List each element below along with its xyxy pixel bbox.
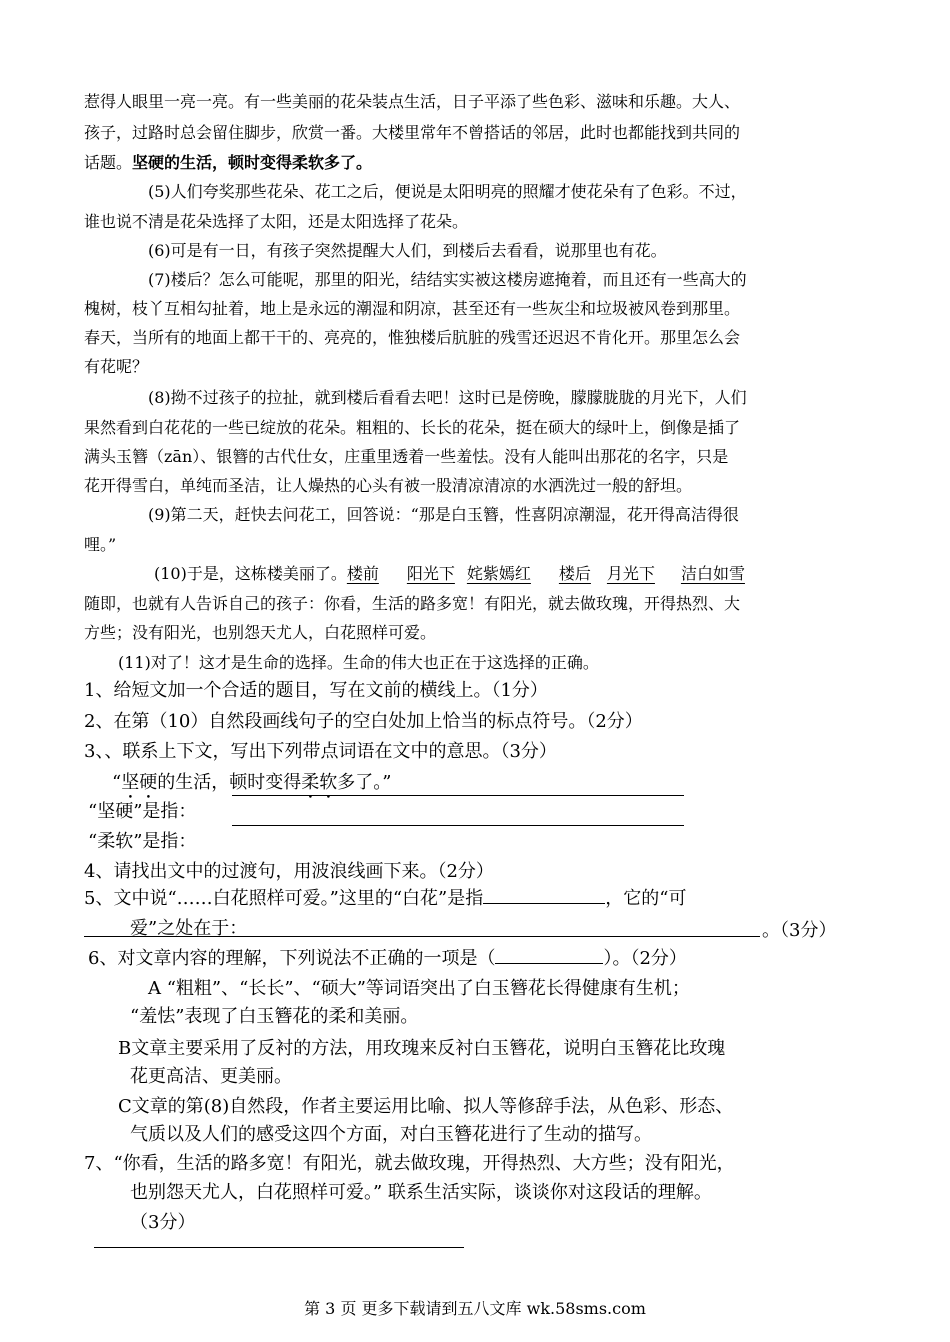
paragraph-7: (7)楼后？怎么可能呢，那里的阳光，结结实实被这楼房遮掩着，而且还有一些高大的 — [148, 270, 747, 289]
option-a: A “粗粗”、“长长”、“硕大”等词语突出了白玉簪花长得健康有生机； — [148, 978, 690, 999]
answer-blank[interactable] — [483, 902, 605, 904]
option-b: B文章主要采用了反衬的方法，用玫瑰来反衬白玉簪花，说明白玉簪花比玫瑰 — [118, 1038, 726, 1059]
underlined-sentence: 楼前 阳光下 姹紫嫣红 楼后 月光下 洁白如雪 — [346, 564, 745, 583]
question-5-score: 。（3分） — [762, 920, 837, 941]
passage-line: 惹得人眼里一亮一亮。有一些美丽的花朵装点生活，日子平添了些色彩、滋味和乐趣。大人、 — [84, 92, 741, 111]
passage-line: 花开得雪白，单纯而圣洁，让人燥热的心头有被一股清凉清凉的水洒洗过一般的舒坦。 — [84, 476, 693, 495]
question-3-soft-label: “柔软”是指： — [88, 831, 197, 852]
question-3: 3、、联系上下文，写出下列带点词语在文中的意思。（3分） — [84, 741, 557, 762]
paragraph-6: (6)可是有一日，有孩子突然提醒大人们，到楼后去看看，说那里也有花。 — [148, 241, 667, 260]
dotted-word: 坚硬 — [121, 772, 158, 793]
passage-text: 话题。 — [84, 153, 133, 172]
passage-line: 哩。” — [84, 535, 117, 554]
key-sentence: 坚硬的生活，顿时变得柔软多了。 — [132, 153, 373, 172]
question-2: 2、在第（10）自然段画线句子的空白处加上恰当的标点符号。（2分） — [84, 711, 643, 732]
passage-line: 方些；没有阳光，也别怨天尤人，白花照样可爱。 — [84, 623, 437, 642]
question-5-cont: 爱”之处在于： — [130, 918, 248, 939]
question-7-score: （3分） — [130, 1212, 196, 1233]
answer-line[interactable] — [94, 1247, 464, 1248]
passage-line: 满头玉簪（zān）、银簪的古代仕女，庄重里透着一些羞怯。没有人能叫出那花的名字，只是 — [84, 447, 729, 466]
answer-line[interactable] — [232, 795, 684, 796]
passage-line: 随即，也就有人告诉自己的孩子：你看，生活的路多宽！有阳光，就去做玫瑰，开得热烈、大 — [84, 594, 741, 613]
paragraph-8: (8)拗不过孩子的拉扯，就到楼后看看去吧！这时已是傍晚，朦朦胧胧的月光下，人们 — [148, 388, 747, 407]
dotted-word: 柔软 — [301, 772, 338, 793]
passage-line — [84, 155, 372, 171]
paragraph-9: (9)第二天，赶快去问花工，回答说：“那是白玉簪，性喜阴凉潮湿，花开得高洁得很 — [148, 505, 739, 524]
question-7: 7、“你看，生活的路多宽！有阳光，就去做玫瑰，开得热烈、大方些；没有阳光， — [84, 1153, 735, 1174]
passage-line: 春天，当所有的地面上都干干的、亮亮的，惟独楼后肮脏的残雪还迟迟不肯化开。那里怎么会 — [84, 328, 741, 347]
option-a-cont: “羞怯”表现了白玉簪花的柔和美丽。 — [130, 1006, 419, 1027]
passage-line: 槐树，枝丫互相勾扯着，地上是永远的潮湿和阴凉，甚至还有一些灰尘和垃圾被风卷到那里。 — [84, 299, 741, 318]
paragraph-10 — [154, 566, 745, 582]
question-7-cont: 也别怨天尤人，白花照样可爱。” 联系生活实际，谈谈你对这段话的理解。 — [130, 1182, 712, 1203]
question-3-quote: “坚硬的生活，顿时变得柔软多了。” — [112, 772, 392, 793]
passage-text: (10)于是，这栋楼美丽了。 — [154, 564, 347, 583]
option-b-cont: 花更高洁、更美丽。 — [130, 1066, 292, 1087]
question-5: 5、文中说“……白花照样可爱。”这里的“白花”是指 ，它的“可 — [84, 888, 687, 909]
passage-line: 有花呢？ — [84, 357, 149, 376]
page-footer: 第 3 页 更多下载请到五八文库 wk.58sms.com — [304, 1299, 646, 1318]
paragraph-5: (5)人们夸奖那些花朵、花工之后，便说是太阳明亮的照耀才使花朵有了色彩。不过， — [148, 182, 747, 201]
paragraph-11: (11)对了！这才是生命的选择。生命的伟大也正在于这选择的正确。 — [118, 653, 599, 672]
option-c-cont: 气质以及人们的感受这四个方面，对白玉簪花进行了生动的描写。 — [130, 1124, 652, 1145]
passage-line: 孩子，过路时总会留住脚步，欣赏一番。大楼里常年不曾搭话的邻居，此时也都能找到共同的 — [84, 123, 741, 142]
question-3-hard-label: “坚硬”是指： — [88, 801, 197, 822]
question-6: 6、对文章内容的理解，下列说法不正确的一项是（ ）。（2分） — [88, 948, 687, 969]
answer-line[interactable] — [84, 936, 760, 937]
question-1: 1、给短文加一个合适的题目，写在文前的横线上。（1分） — [84, 680, 548, 701]
passage-line: 果然看到白花花的一些已绽放的花朵。粗粗的、长长的花朵，挺在硕大的绿叶上，倒像是插了 — [84, 418, 741, 437]
answer-line[interactable] — [232, 825, 684, 826]
passage-line: 谁也说不清是花朵选择了太阳，还是太阳选择了花朵。 — [84, 212, 469, 231]
answer-blank[interactable] — [495, 962, 603, 964]
option-c: C文章的第(8)自然段，作者主要运用比喻、拟人等修辞手法，从色彩、形态、 — [118, 1096, 734, 1117]
question-4: 4、请找出文中的过渡句，用波浪线画下来。（2分） — [84, 861, 494, 882]
